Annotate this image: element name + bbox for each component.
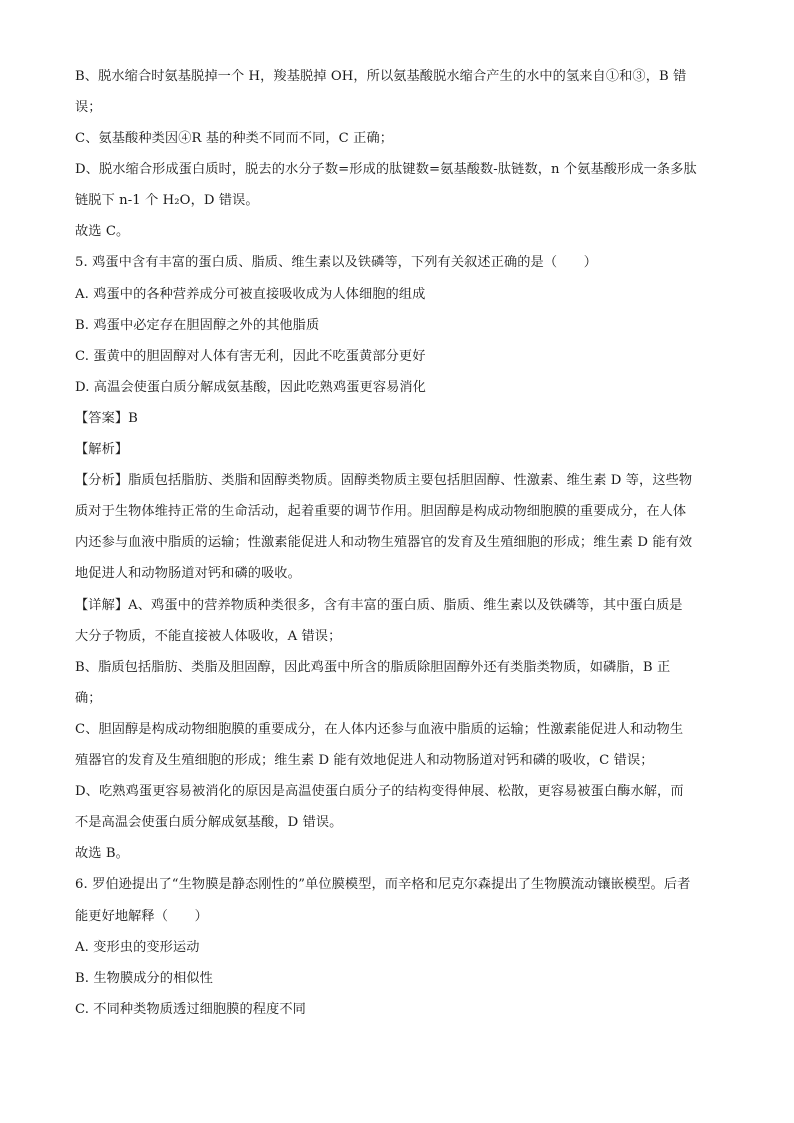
q6-option-a: A. 变形虫的变形运动 — [75, 940, 200, 955]
q5-detail-c-line-1: C、胆固醇是构成动物细胞膜的重要成分，在人体内还参与血液中脂质的运输；性激素能促进人和动物生 — [75, 722, 684, 737]
text-line-d-wrong: 链脱下 n-1 个 H₂O，D 错误。 — [75, 193, 259, 208]
q5-detail-b-line-2: 确； — [75, 691, 102, 706]
q5-detail-b-line-1: B、脂质包括脂肪、类脂及胆固醇，因此鸡蛋中所含的脂质除胆固醇外还有类脂类物质，如磷脂，B 正 — [75, 660, 671, 675]
answer-choice-q4: 故选 C。 — [75, 224, 130, 239]
question-6-stem-line-1: 6. 罗伯逊提出了“生物膜是静态刚性的”单位膜模型，而辛格和尼克尔森提出了生物膜流动镶嵌模型。后者 — [75, 877, 691, 892]
question-6-stem-line-2: 能更好地解释（ ） — [75, 909, 208, 924]
q5-analysis-line-3: 内还参与血液中脂质的运输；性激素能促进人和动物生殖器官的发育及生殖细胞的形成；维生素 D 能有效 — [75, 535, 693, 550]
q5-detail-a-line-2: 大分子物质，不能直接被人体吸收，A 错误； — [75, 629, 342, 644]
q6-option-c: C. 不同种类物质透过细胞膜的程度不同 — [75, 1002, 306, 1017]
q6-option-b: B. 生物膜成分的相似性 — [75, 971, 213, 986]
text-line-b-dehydration: B、脱水缩合时氨基脱掉一个 H，羧基脱掉 OH，所以氨基酸脱水缩合产生的水中的氢来自①和③，B 错 — [75, 69, 687, 84]
q5-option-c: C. 蛋黄中的胆固醇对人体有害无利，因此不吃蛋黄部分更好 — [75, 349, 426, 364]
q5-option-d: D. 高温会使蛋白质分解成氨基酸，因此吃熟鸡蛋更容易消化 — [75, 380, 426, 395]
q5-detail-a-line-1: 【详解】A、鸡蛋中的营养物质种类很多，含有丰富的蛋白质、脂质、维生素以及铁磷等，其中蛋白质是 — [75, 598, 683, 613]
q5-analysis-line-1: 【分析】脂质包括脂肪、类脂和固醇类物质。固醇类物质主要包括胆固醇、性激素、维生素 D 等，这些物 — [75, 473, 693, 488]
q5-detail-d-line-1: D、吃熟鸡蛋更容易被消化的原因是高温使蛋白质分子的结构变得伸展、松散，更容易被蛋白酶水解，而 — [75, 784, 684, 799]
q5-analysis-line-4: 地促进人和动物肠道对钙和磷的吸收。 — [75, 566, 301, 581]
text-line-b-wrong: 误； — [75, 100, 102, 115]
q5-option-b: B. 鸡蛋中必定存在胆固醇之外的其他脂质 — [75, 318, 320, 333]
q5-analysis-heading: 【解析】 — [75, 442, 129, 457]
question-5-stem: 5. 鸡蛋中含有丰富的蛋白质、脂质、维生素以及铁磷等，下列有关叙述正确的是（ ） — [75, 255, 597, 270]
q5-analysis-line-2: 质对于生物体维持正常的生命活动，起着重要的调节作用。胆固醇是构成动物细胞膜的重要成分，在人体 — [75, 504, 687, 519]
q5-detail-d-line-2: 不是高温会使蛋白质分解成氨基酸，D 错误。 — [75, 815, 343, 830]
q5-answer: 【答案】B — [75, 411, 138, 426]
text-line-d-dehydration: D、脱水缩合形成蛋白质时，脱去的水分子数=形成的肽键数=氨基酸数-肽链数，n 个氨基酸形成一条多肽 — [75, 162, 697, 177]
text-line-c-correct: C、氨基酸种类因④R 基的种类不同而不同，C 正确； — [75, 131, 394, 146]
q5-option-a: A. 鸡蛋中的各种营养成分可被直接吸收成为人体细胞的组成 — [75, 287, 426, 302]
q5-detail-c-line-2: 殖器官的发育及生殖细胞的形成；维生素 D 能有效地促进人和动物肠道对钙和磷的吸收，C 错误； — [75, 753, 654, 768]
q5-final-choice: 故选 B。 — [75, 846, 129, 861]
